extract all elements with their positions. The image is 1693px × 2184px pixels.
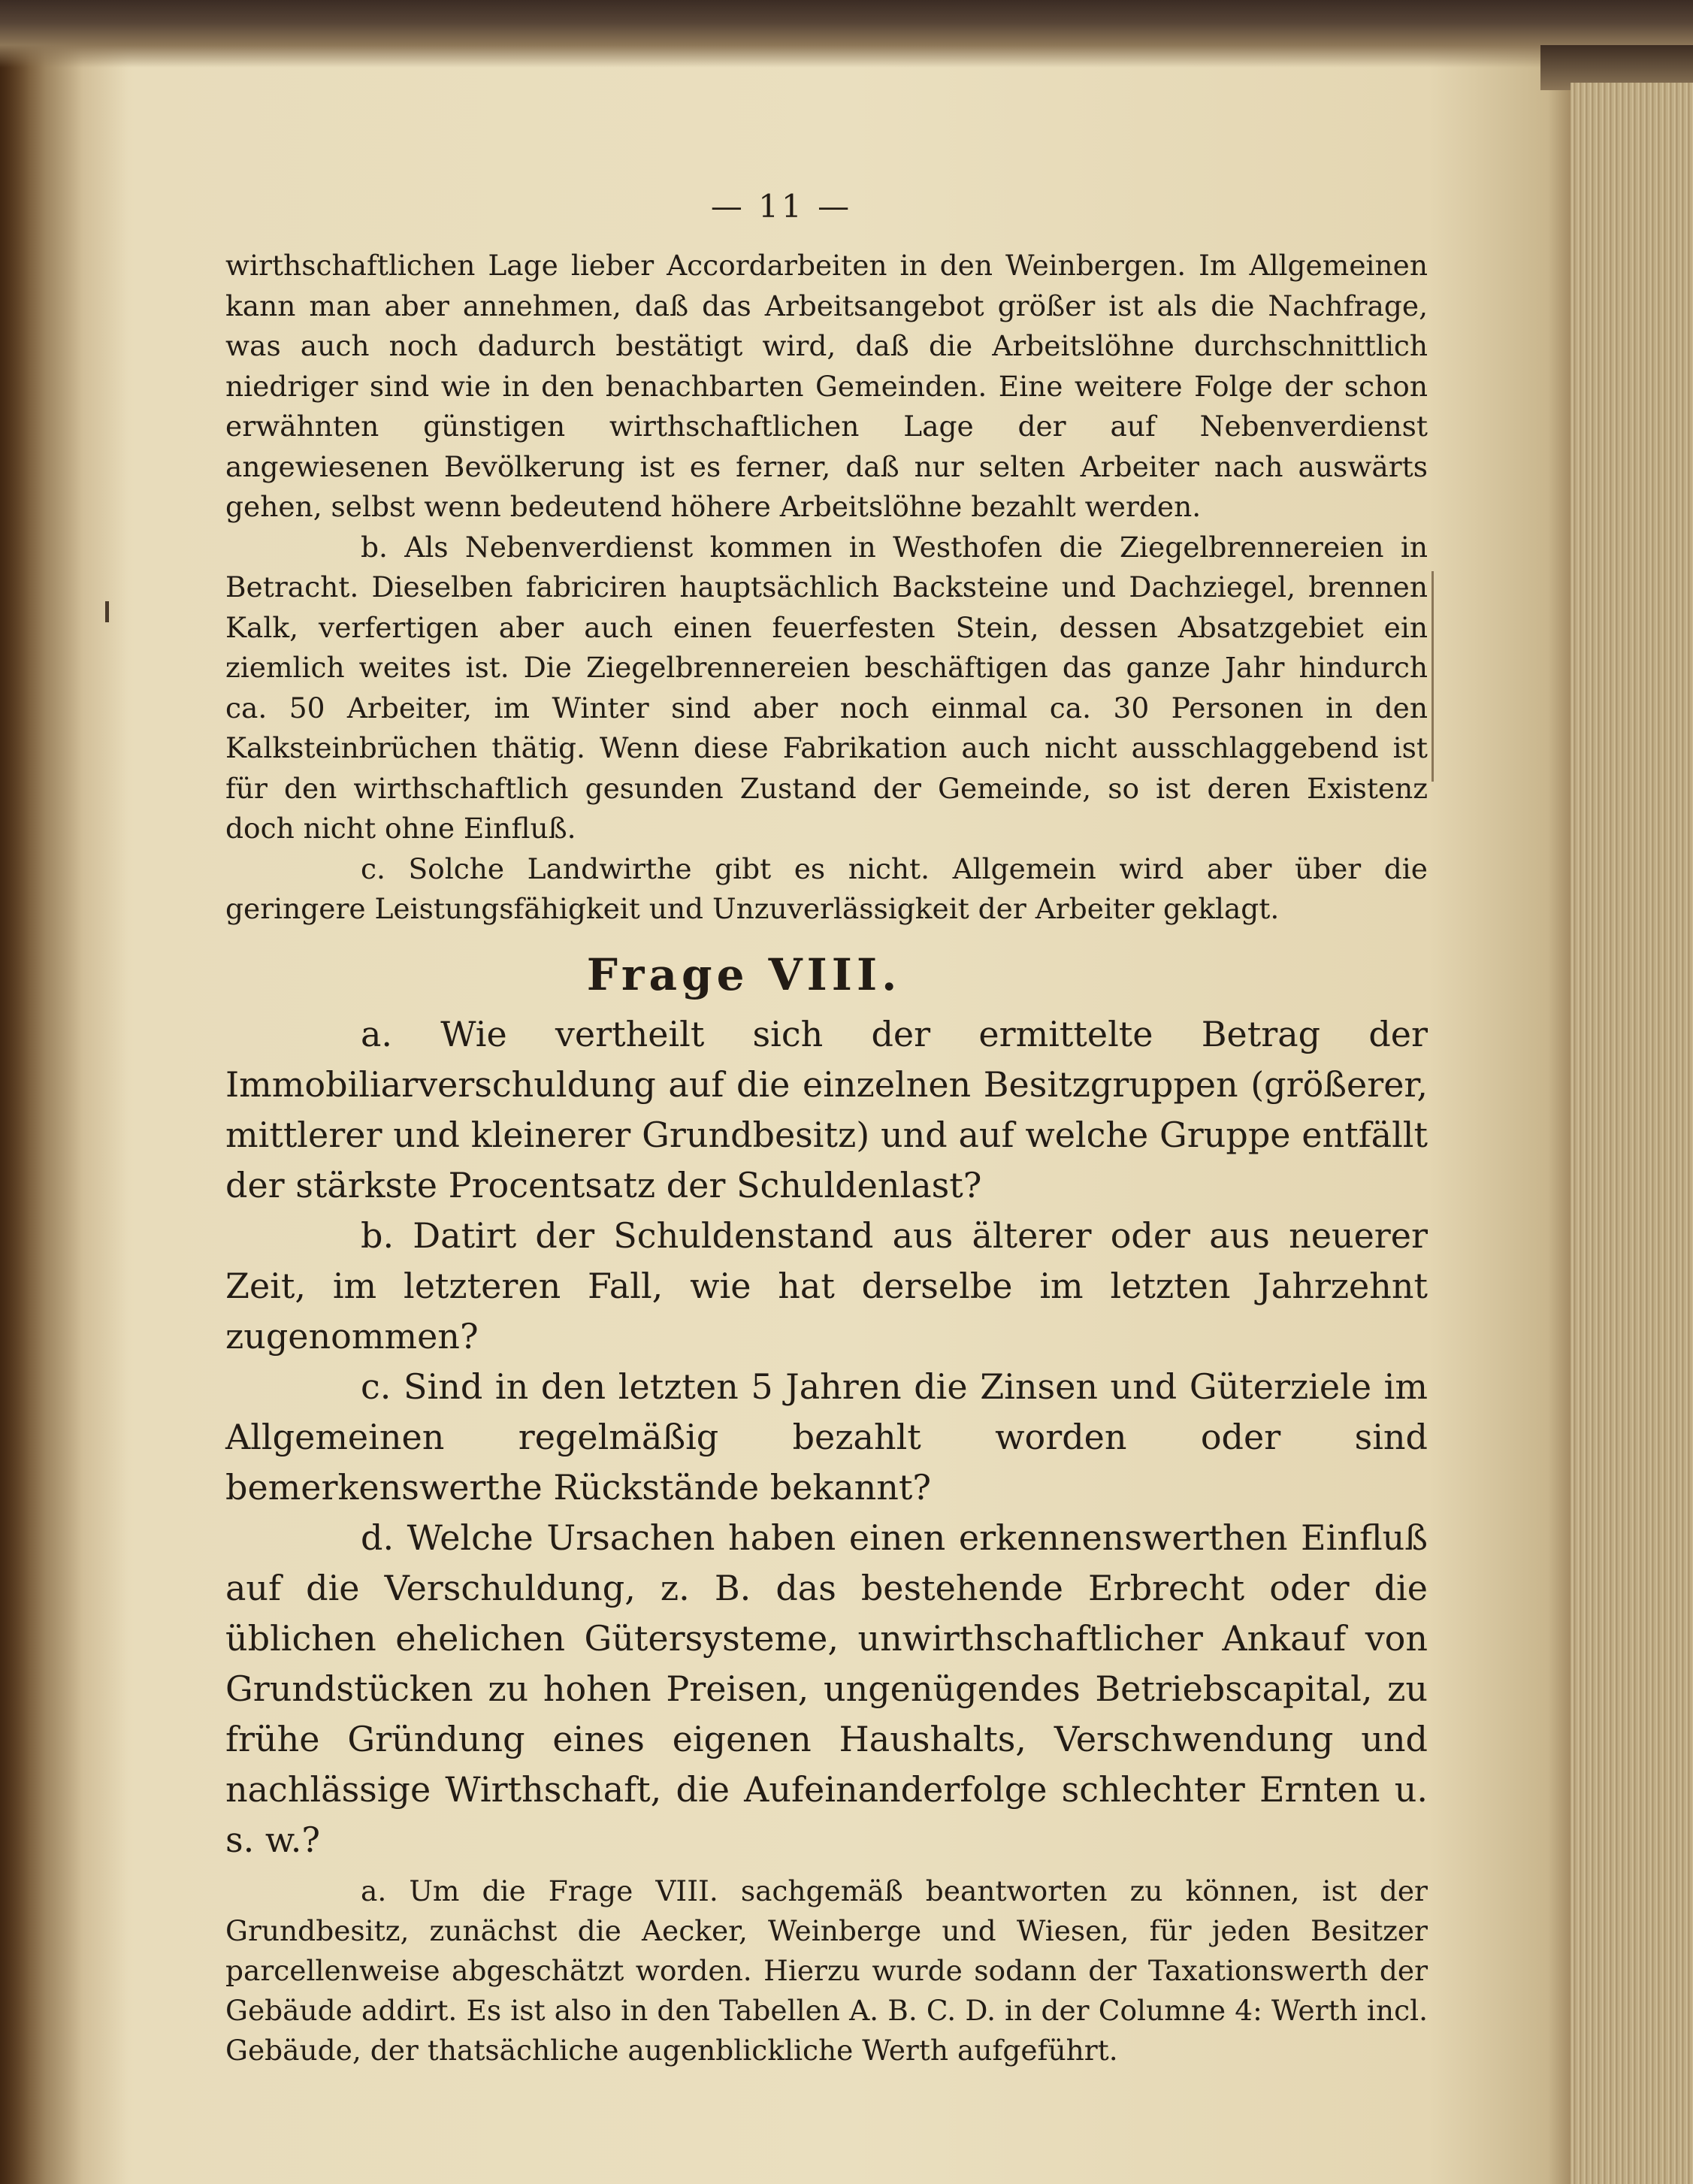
spine-shadow bbox=[0, 0, 128, 2184]
paragraph: b. Als Nebenverdienst kommen in Westhofen die Ziegelbrennereien in Betracht. Dieselben fabriciren hauptsächlich Backsteine und Dachziegel, brennen Kalk, verfertigen aber auch einen feuerfesten Stein, dessen Absatzgebiet ein ziemlich weites ist. Die Ziegelbrennereien beschäftigen das ganze Jahr hindurch ca. 50 Arbeiter, im Winter sind aber noch einmal ca. 30 Personen in den Kalksteinbrüchen thätig. Wenn diese Fabrikation auch nicht ausschlaggebend ist für den wirthschaftlich gesunden Zustand der Gemeinde, so ist deren Existenz doch nicht ohne Einfluß. bbox=[225, 530, 1428, 845]
question: a. Wie vertheilt sich der ermittelte Betrag der Immobiliarverschuldung auf die einzelnen Besitzgruppen (größerer, mittlerer und kleinerer Grundbesitz) und auf welche Gruppe entfällt der stärkste Procentsatz der Schuldenlast? bbox=[225, 1013, 1428, 1205]
paragraph: c. Solche Landwirthe gibt es nicht. Allgemein wird aber über die geringere Leistungsfähigkeit und Unzuverlässigkeit der Arbeiter geklagt. bbox=[225, 852, 1428, 925]
page-number: — 11 — bbox=[710, 188, 853, 225]
page-stack-edge bbox=[1571, 83, 1693, 2184]
question: d. Welche Ursachen haben einen erkennenswerthen Einfluß auf die Verschuldung, z. B. das bestehende Erbrecht oder die üblichen ehelichen Gütersysteme, unwirthschaftlicher Ankauf von Grundstücken zu hohen Preisen, ungenügendes Betriebscapital, zu frühe Gründung eines eigenen Haushalts, Verschwendung und nachlässige Wirthschaft, die Aufeinanderfolge schlechter Ernten u. s. w.? bbox=[225, 1517, 1428, 1860]
answer-paragraph: a. Um die Frage VIII. sachgemäß beantworten zu können, ist der Grundbesitz, zunächst die Aecker, Weinberge und Wiesen, für jeden Besitzer parcellenweise abgeschätzt worden. Hierzu wurde sodann der Taxationswerth der Gebäude addirt. Es ist also in den Tabellen A. B. C. D. in der Columne 4: Werth incl. Gebäude, der thatsächliche augenblickliche Werth aufgeführt. bbox=[225, 1874, 1428, 2067]
question: c. Sind in den letzten 5 Jahren die Zinsen und Güterziele im Allgemeinen regelmäßig bezahlt worden oder sind bemerkenswerthe Rückstände bekannt? bbox=[225, 1366, 1428, 1508]
paragraph: wirthschaftlichen Lage lieber Accordarbeiten in den Weinbergen. Im Allgemeinen kann man aber annehmen, daß das Arbeitsangebot größer ist als die Nachfrage, was auch noch dadurch bestätigt wird, daß die Arbeitslöhne durchschnittlich niedriger sind wie in den benachbarten Gemeinden. Eine weitere Folge der schon erwähnten günstigen wirthschaftlichen Lage der auf Nebenverdienst angewiesenen Bevölkerung ist es ferner, daß nur selten Arbeiter nach auswärts gehen, selbst wenn bedeutend höhere Arbeitslöhne bezahlt werden. bbox=[225, 249, 1428, 523]
page-content bbox=[225, 188, 1428, 2071]
question: b. Datirt der Schuldenstand aus älterer oder aus neuerer Zeit, im letzteren Fall, wie hat derselbe im letzten Jahrzehnt zugenommen? bbox=[225, 1215, 1428, 1357]
margin-mark bbox=[1431, 571, 1434, 782]
book-top-edge bbox=[0, 0, 1693, 68]
margin-mark bbox=[105, 601, 109, 622]
section-heading: Frage VIII. bbox=[586, 948, 902, 1000]
